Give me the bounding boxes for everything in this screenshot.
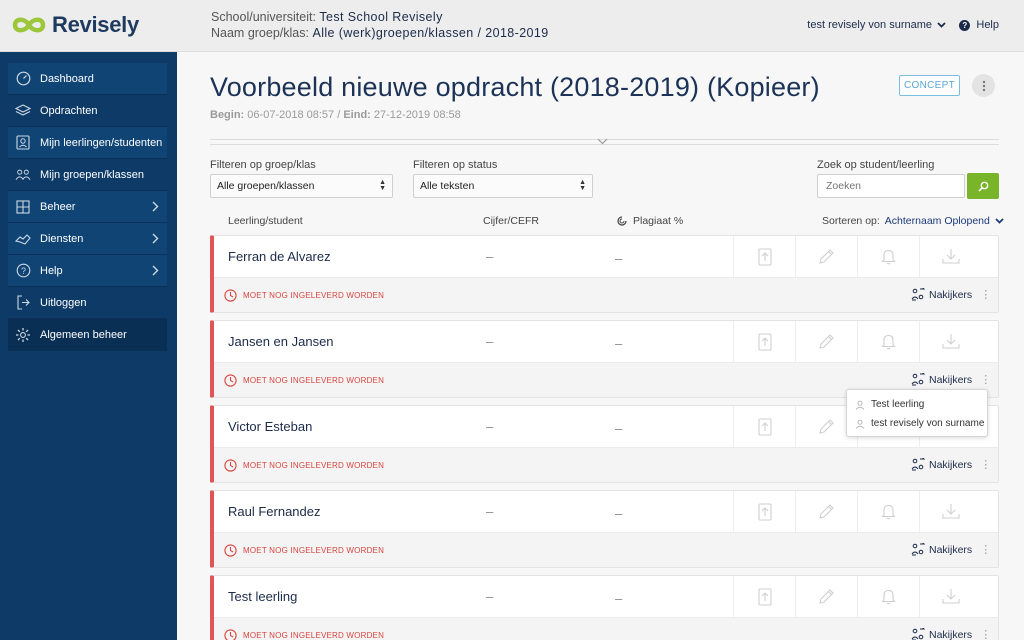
concept-status-button[interactable]: CONCEPT bbox=[899, 75, 960, 96]
reviewers-label: Nakijkers bbox=[929, 628, 973, 640]
reviewers-button[interactable] bbox=[911, 373, 991, 386]
student-plagiarism: – bbox=[615, 591, 623, 606]
student-grade: – bbox=[486, 504, 494, 519]
end-label: Eind: bbox=[343, 109, 371, 121]
status-badge bbox=[224, 374, 384, 387]
school-info bbox=[211, 9, 549, 41]
sidebar-item-opdrachten[interactable] bbox=[8, 95, 167, 127]
clock-icon bbox=[224, 459, 237, 472]
download-button[interactable] bbox=[919, 491, 981, 532]
more-options-icon[interactable]: ⋮ bbox=[980, 544, 992, 556]
search-button[interactable] bbox=[967, 173, 999, 199]
sidebar-item-students[interactable] bbox=[8, 127, 167, 159]
begin-label: Begin: bbox=[210, 109, 245, 121]
end-value: 27-12-2019 08:58 bbox=[373, 109, 461, 121]
group-filter-label: Filteren op groep/klas bbox=[210, 159, 316, 171]
student-plagiarism: – bbox=[615, 506, 623, 521]
chevron-down-icon bbox=[995, 218, 1004, 224]
date-separator: / bbox=[334, 109, 344, 121]
upload-button[interactable] bbox=[733, 406, 795, 447]
sidebar bbox=[0, 52, 177, 640]
student-name[interactable]: Test leerling bbox=[228, 589, 298, 604]
upload-button[interactable] bbox=[733, 321, 795, 362]
status-text: MOET NOG INGELEVERD WORDEN bbox=[243, 291, 385, 300]
student-name[interactable]: Ferran de Alvarez bbox=[228, 249, 331, 264]
reviewers-swap-icon bbox=[911, 458, 925, 471]
clock-icon bbox=[224, 629, 237, 640]
status-badge bbox=[224, 629, 384, 640]
student-name[interactable]: Raul Fernandez bbox=[228, 504, 321, 519]
status-text: MOET NOG INGELEVERD WORDEN bbox=[243, 376, 385, 385]
download-icon bbox=[942, 248, 960, 265]
group-filter-value: Alle groepen/klassen bbox=[217, 180, 315, 192]
sidebar-item-label: Beheer bbox=[40, 200, 76, 213]
download-icon bbox=[942, 588, 960, 605]
download-icon bbox=[942, 503, 960, 520]
logo-text: Revisely bbox=[52, 12, 139, 37]
upload-button[interactable] bbox=[733, 576, 795, 617]
student-name[interactable]: Jansen en Jansen bbox=[228, 334, 334, 349]
student-grade: – bbox=[486, 334, 494, 349]
download-button[interactable] bbox=[919, 321, 981, 362]
reviewer-option[interactable] bbox=[847, 414, 987, 433]
status-badge bbox=[224, 289, 384, 302]
reviewers-dropdown bbox=[846, 389, 988, 437]
col-student: Leerling/student bbox=[228, 215, 303, 227]
sidebar-item-dashboard[interactable] bbox=[8, 63, 167, 95]
students-icon bbox=[15, 135, 31, 151]
status-filter-select[interactable] bbox=[413, 174, 593, 198]
reviewers-swap-icon bbox=[911, 288, 925, 301]
search-icon bbox=[978, 181, 989, 192]
student-grade: – bbox=[486, 249, 494, 264]
status-filter-value: Alle teksten bbox=[420, 180, 475, 192]
group-value: Alle (werk)groepen/klassen / 2018-2019 bbox=[312, 26, 549, 40]
card-actions bbox=[733, 236, 981, 277]
pencil-icon bbox=[818, 588, 835, 605]
reviewers-label: Nakijkers bbox=[929, 458, 973, 471]
reviewers-label: Nakijkers bbox=[929, 373, 973, 386]
sidebar-item-label: Algemeen beheer bbox=[40, 328, 127, 341]
edit-button[interactable] bbox=[795, 321, 857, 362]
col-plagiarism bbox=[617, 215, 683, 227]
main-content bbox=[177, 52, 1024, 640]
sidebar-item-label: Dashboard bbox=[40, 72, 94, 85]
sidebar-item-diensten[interactable] bbox=[8, 223, 167, 255]
reviewer-option[interactable] bbox=[847, 395, 987, 414]
card-actions bbox=[733, 576, 981, 617]
status-filter-label: Filteren op status bbox=[413, 159, 498, 171]
reviewers-swap-icon bbox=[911, 373, 925, 386]
upload-icon bbox=[758, 333, 772, 351]
notify-button[interactable] bbox=[857, 236, 919, 277]
sidebar-item-label: Mijn groepen/klassen bbox=[40, 168, 144, 181]
bell-icon bbox=[881, 333, 896, 350]
bell-icon bbox=[881, 248, 896, 265]
edit-button[interactable] bbox=[795, 236, 857, 277]
status-badge bbox=[224, 459, 384, 472]
pencil-icon bbox=[818, 418, 835, 435]
student-name[interactable]: Victor Esteban bbox=[228, 419, 313, 434]
reviewer-name: Test leerling bbox=[871, 399, 925, 410]
more-options-button[interactable] bbox=[972, 74, 995, 97]
svg-text:?: ? bbox=[20, 265, 26, 276]
clock-icon bbox=[224, 289, 237, 302]
reviewers-button[interactable] bbox=[911, 458, 991, 471]
gear-icon bbox=[15, 327, 31, 343]
pencil-icon bbox=[818, 248, 835, 265]
logout-icon bbox=[15, 295, 31, 311]
col-grade: Cijfer/CEFR bbox=[483, 215, 540, 227]
select-arrows-icon: ▲ ▼ bbox=[579, 179, 586, 192]
bell-icon bbox=[881, 503, 896, 520]
chevron-right-icon bbox=[152, 233, 159, 244]
status-text: MOET NOG INGELEVERD WORDEN bbox=[243, 546, 385, 555]
edit-button[interactable] bbox=[795, 491, 857, 532]
help-link[interactable] bbox=[959, 19, 999, 31]
pencil-icon bbox=[818, 503, 835, 520]
revisely-logo[interactable] bbox=[10, 12, 139, 38]
groups-icon bbox=[15, 167, 31, 183]
begin-value: 06-07-2018 08:57 bbox=[247, 109, 335, 121]
user-menu[interactable] bbox=[807, 19, 946, 31]
reviewers-swap-icon bbox=[911, 543, 925, 556]
student-plagiarism: – bbox=[615, 336, 623, 351]
upload-icon bbox=[758, 418, 772, 436]
student-grade: – bbox=[486, 419, 494, 434]
assignments-icon bbox=[15, 103, 31, 119]
student-grade: – bbox=[486, 589, 494, 604]
help-label: Help bbox=[976, 19, 999, 31]
user-icon bbox=[855, 419, 865, 429]
notify-button[interactable] bbox=[857, 321, 919, 362]
notify-button[interactable] bbox=[857, 491, 919, 532]
services-icon bbox=[15, 231, 31, 247]
notify-button[interactable] bbox=[857, 576, 919, 617]
plagiarism-icon bbox=[617, 216, 627, 226]
reviewers-swap-icon bbox=[911, 628, 925, 640]
chevron-down-icon bbox=[937, 22, 946, 28]
sidebar-item-label: Uitloggen bbox=[40, 296, 87, 309]
sidebar-item-label: Diensten bbox=[40, 232, 84, 245]
status-badge bbox=[224, 544, 384, 557]
search-label: Zoek op student/leerling bbox=[817, 159, 935, 171]
sidebar-item-help[interactable] bbox=[8, 255, 167, 287]
sort-value: Achternaam Oplopend bbox=[884, 215, 990, 227]
pencil-icon bbox=[818, 333, 835, 350]
group-label: Naam groep/klas: bbox=[211, 26, 309, 40]
student-card[interactable] bbox=[210, 575, 999, 640]
sidebar-item-logout[interactable] bbox=[8, 287, 167, 319]
vertical-dots-icon bbox=[982, 80, 986, 92]
user-name: test revisely von surname bbox=[807, 19, 932, 31]
sidebar-item-label: Mijn leerlingen/studenten bbox=[40, 136, 163, 149]
status-text: MOET NOG INGELEVERD WORDEN bbox=[243, 461, 385, 470]
select-arrows-icon: ▲ ▼ bbox=[379, 179, 386, 192]
chevron-right-icon bbox=[152, 201, 159, 212]
reviewers-button[interactable] bbox=[911, 628, 991, 640]
col-plagiarism-label: Plagiaat % bbox=[633, 215, 684, 227]
reviewers-button[interactable] bbox=[911, 543, 991, 556]
reviewers-button[interactable] bbox=[911, 288, 991, 301]
status-text: MOET NOG INGELEVERD WORDEN bbox=[243, 631, 385, 640]
school-label: School/universiteit: bbox=[211, 10, 316, 24]
reviewer-name: test revisely von surname bbox=[871, 418, 985, 429]
upload-button[interactable] bbox=[733, 491, 795, 532]
student-card[interactable] bbox=[210, 320, 999, 398]
grid-icon bbox=[15, 199, 31, 215]
upload-button[interactable] bbox=[733, 236, 795, 277]
bell-icon bbox=[881, 588, 896, 605]
student-plagiarism: – bbox=[615, 421, 623, 436]
upload-icon bbox=[758, 248, 772, 266]
sidebar-item-algemeen-beheer[interactable] bbox=[8, 319, 167, 351]
sort-label: Sorteren op: bbox=[822, 215, 880, 227]
help-icon bbox=[15, 263, 31, 279]
top-header bbox=[0, 0, 1024, 52]
edit-button[interactable] bbox=[795, 576, 857, 617]
collapse-chevron-icon[interactable] bbox=[597, 138, 608, 145]
sidebar-item-label: Help bbox=[40, 264, 63, 277]
sidebar-item-beheer[interactable] bbox=[8, 191, 167, 223]
student-card[interactable] bbox=[210, 235, 999, 313]
student-plagiarism: – bbox=[615, 251, 623, 266]
school-value: Test School Revisely bbox=[319, 10, 443, 24]
user-icon bbox=[855, 400, 865, 410]
upload-icon bbox=[758, 588, 772, 606]
download-button[interactable] bbox=[919, 576, 981, 617]
reviewers-label: Nakijkers bbox=[929, 288, 973, 301]
reviewers-label: Nakijkers bbox=[929, 543, 973, 556]
sidebar-item-label: Opdrachten bbox=[40, 104, 98, 117]
chevron-right-icon bbox=[152, 265, 159, 276]
student-card[interactable] bbox=[210, 490, 999, 568]
card-actions bbox=[733, 491, 981, 532]
download-button[interactable] bbox=[919, 236, 981, 277]
more-options-icon[interactable]: ⋮ bbox=[980, 374, 992, 386]
clock-icon bbox=[224, 544, 237, 557]
more-options-icon[interactable]: ⋮ bbox=[980, 459, 992, 471]
page-title: Voorbeeld nieuwe opdracht (2018-2019) (Kopieer) bbox=[210, 72, 820, 102]
sidebar-item-groups[interactable] bbox=[8, 159, 167, 191]
more-options-icon[interactable]: ⋮ bbox=[980, 289, 992, 301]
more-options-icon[interactable]: ⋮ bbox=[980, 629, 992, 640]
search-input[interactable] bbox=[817, 174, 965, 198]
clock-icon bbox=[224, 374, 237, 387]
assignment-dates bbox=[210, 109, 461, 121]
sort-control[interactable] bbox=[822, 215, 1004, 227]
infinity-logo-icon bbox=[10, 13, 48, 37]
dashboard-icon bbox=[15, 71, 31, 87]
upload-icon bbox=[758, 503, 772, 521]
group-filter-select[interactable] bbox=[210, 174, 393, 198]
download-icon bbox=[942, 333, 960, 350]
question-circle-icon: ? bbox=[959, 20, 970, 31]
card-actions bbox=[733, 321, 981, 362]
